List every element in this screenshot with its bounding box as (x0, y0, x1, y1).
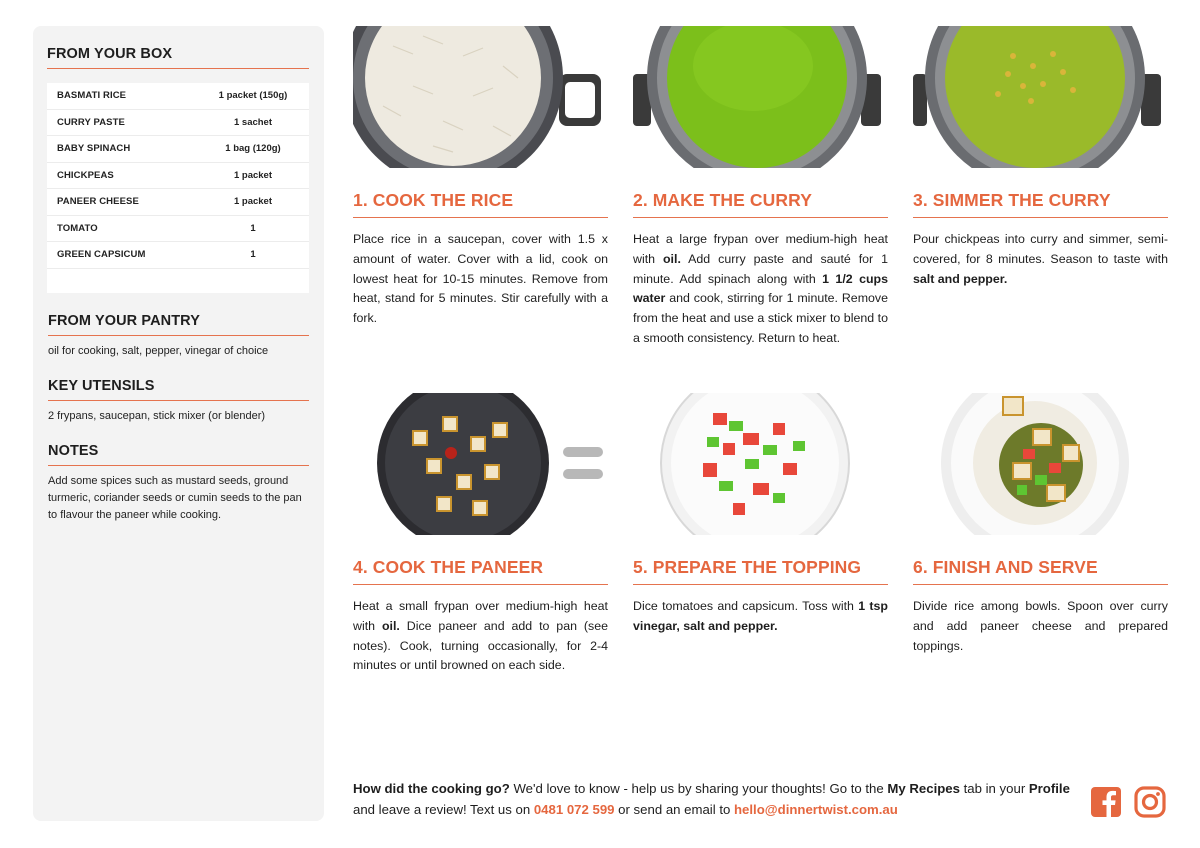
step-title: 3. SIMMER THE CURRY (913, 190, 1168, 218)
ingredient-qty: 1 sachet (233, 116, 273, 128)
ingredient-row (47, 216, 309, 243)
text-segment: and cook, stirring for 1 minute. Remove from the heat and use a stick mixer to blend to a smooth consistency. Return to heat. (633, 291, 888, 345)
ingredient-qty: 1 packet (233, 169, 273, 181)
bold-text: Profile (1028, 781, 1070, 796)
bold-text: My Recipes (887, 781, 960, 796)
step-3 (913, 26, 1168, 289)
ingredient-qty: 1 bag (120g) (225, 143, 281, 155)
contact-link[interactable]: 0481 072 599 (533, 801, 615, 817)
bold-text: oil. (662, 251, 681, 266)
text-segment: Place rice in a saucepan, cover with 1.5 x amount of water. Cover with a lid, cook on lowest heat for 10-15 minutes. Remove from heat, stand for 5 minutes. Stir carefully with a fork. (353, 232, 608, 326)
utensils-section (48, 378, 309, 425)
step-instructions (913, 230, 1168, 289)
ingredient-row (47, 110, 309, 137)
text-segment: or send an email to (614, 801, 734, 817)
ingredient-name: CURRY PASTE (57, 116, 125, 128)
ingredient-name: BABY SPINACH (57, 143, 131, 155)
ingredient-qty: 1 (250, 222, 256, 234)
text-segment: Add curry paste and sauté for 1 minute. Add spinach along with (633, 251, 889, 286)
text-segment: and leave a review! Text us on (353, 801, 534, 817)
ingredient-name: TOMATO (57, 222, 98, 234)
ingredient-name: CHICKPEAS (57, 169, 114, 181)
ingredient-name: BASMATI RICE (57, 90, 127, 102)
text-segment: Divide rice among bowls. Spoon over curry and add paneer cheese and prepared toppings. (913, 599, 1168, 653)
from-your-box-heading: FROM YOUR BOX (47, 46, 309, 69)
rice-pot-photo (353, 26, 608, 168)
text-segment: Heat a large frypan over medium-high heat with (633, 232, 888, 266)
green-curry-photo (633, 26, 888, 168)
ingredient-row (47, 242, 309, 269)
text-segment: Dice tomatoes and capsicum. Toss with (633, 599, 859, 613)
step-title: 5. PREPARE THE TOPPING (633, 557, 888, 585)
text-segment: We'd love to know - help us by sharing your thoughts! Go to the (509, 781, 888, 796)
text-segment: Pour chickpeas into curry and simmer, semi-covered, for 8 minutes. Season to taste with (913, 232, 1168, 266)
notes-heading: NOTES (48, 443, 309, 466)
step-instructions (633, 597, 888, 637)
ingredients-sidebar (33, 26, 324, 821)
step-1 (353, 26, 608, 329)
utensils-text: 2 frypans, saucepan, stick mixer (or blender) (48, 409, 266, 422)
key-utensils-heading: KEY UTENSILS (48, 378, 309, 401)
step-title: 6. FINISH AND SERVE (913, 557, 1168, 585)
step-title: 1. COOK THE RICE (353, 190, 608, 218)
ingredient-row (47, 163, 309, 190)
bold-text: 1 1/2 cups water (633, 271, 888, 306)
ingredient-name: GREEN CAPSICUM (57, 249, 146, 261)
pantry-section (48, 313, 309, 360)
text-segment: Dice paneer and add to pan (see notes). Cook, turning occasionally, for 2-4 minutes or until browned on each side. (353, 618, 608, 673)
ingredients-table (47, 83, 309, 293)
instagram-icon[interactable] (1134, 786, 1166, 818)
bold-text: 1 tsp vinegar, salt and pepper. (633, 599, 888, 633)
step-4 (353, 393, 608, 676)
notes-section (48, 443, 309, 524)
pantry-text: oil for cooking, salt, pepper, vinegar of choice (48, 344, 269, 357)
contact-link[interactable]: hello@dinnertwist.com.au (734, 801, 898, 817)
feedback-footer (353, 779, 1073, 820)
step-6 (913, 393, 1168, 656)
plated-curry-photo (913, 393, 1168, 535)
step-instructions (633, 230, 888, 349)
step-2 (633, 26, 888, 349)
notes-text: Add some spices such as mustard seeds, ground turmeric, coriander seeds or cumin seeds to the pan to flavour the paneer while cooking. (48, 474, 302, 521)
ingredient-qty: 1 (250, 249, 256, 261)
topping-bowl-photo (633, 393, 888, 535)
ingredient-qty: 1 packet (233, 196, 273, 208)
step-instructions (353, 230, 608, 329)
bold-text: salt and pepper. (913, 271, 1008, 286)
table-filler (47, 269, 309, 293)
bold-text: How did the cooking go? (353, 781, 510, 796)
simmer-curry-photo (913, 26, 1168, 168)
step-title: 2. MAKE THE CURRY (633, 190, 888, 218)
paneer-pan-photo (353, 393, 608, 535)
text-segment: Heat a small frypan over medium-high heat with (353, 599, 608, 633)
ingredient-row (47, 83, 309, 110)
step-5 (633, 393, 888, 637)
ingredient-qty: 1 packet (150g) (218, 90, 288, 102)
from-your-pantry-heading: FROM YOUR PANTRY (48, 313, 309, 336)
step-title: 4. COOK THE PANEER (353, 557, 608, 585)
facebook-icon[interactable] (1090, 786, 1122, 818)
ingredient-row (47, 189, 309, 216)
bold-text: oil. (381, 618, 400, 633)
text-segment: tab in your (959, 781, 1029, 796)
step-instructions (353, 597, 608, 676)
ingredient-name: PANEER CHEESE (57, 196, 139, 208)
ingredient-row (47, 136, 309, 163)
step-instructions (913, 597, 1168, 656)
